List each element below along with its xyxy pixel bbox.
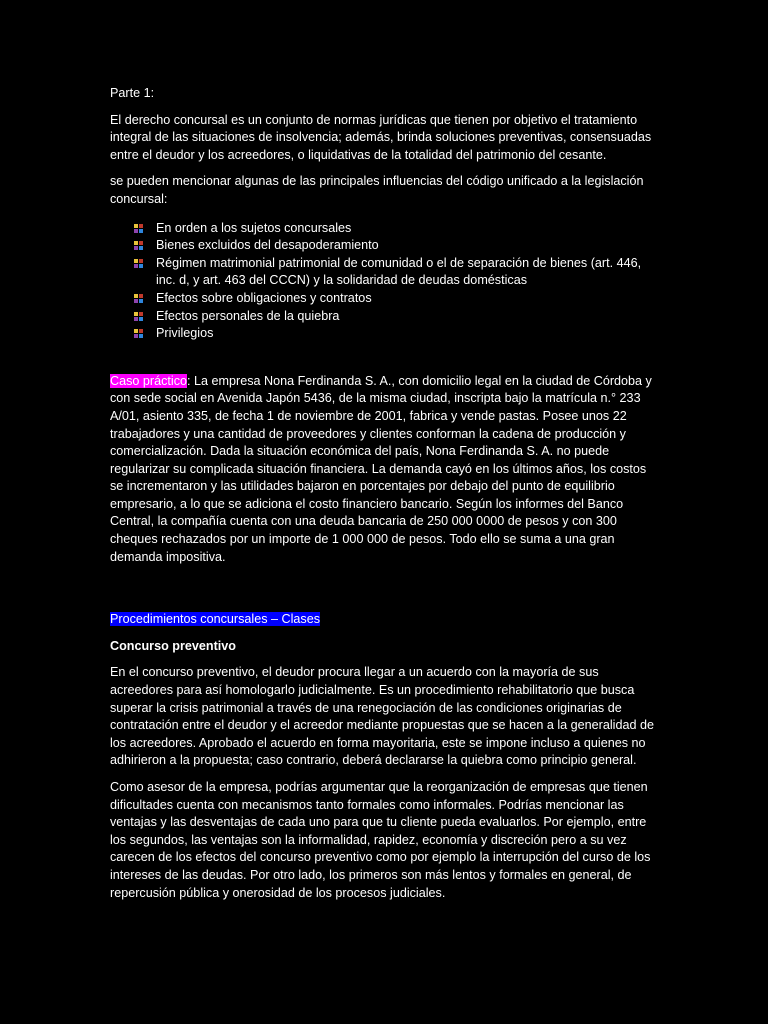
intro-paragraph: El derecho concursal es un conjunto de normas jurídicas que tienen por objetivo el tratamiento integral de las situaciones de insolvencia; además, brinda soluciones preventivas, consensuadas entre el deudor y los acreedores, o liquidativas de la totalidad del patrimonio del cesante. [110,112,652,162]
procedures-subtitle: Concurso preventivo [110,638,236,653]
bullet-icon [134,312,144,322]
document-page [110,85,662,911]
list-item-text: Privilegios [156,326,214,341]
list-item [110,290,662,308]
spacer [110,575,662,611]
list-item [110,308,662,326]
procedures-paragraph-1: En el concurso preventivo, el deudor procura llegar a un acuerdo con la mayoría de sus acreedores para así homologarlo judicialmente. Es un procedimiento rehabilitatorio que busca superar la crisis patrimonial a través de una renegociación de las condiciones originarias de contratación entre el deudor y el acreedor mediante propuestas que se hacen a la generalidad de los acreedores. Aprobado el acuerdo en forma mayoritaria, este se impone incluso a quienes no adhirieron a la propuesta; caso contrario, deberá declararse la quiebra como principio general. [110,665,654,768]
case-paragraph [110,373,662,567]
spacer [110,343,662,373]
list-item [110,325,662,343]
list-item-text: Régimen matrimonial patrimonial de comunidad o el de separación de bienes (art. 446, inc. d, y art. 463 del CCCN) y la solidaridad de deudas domésticas [156,255,642,288]
bullet-icon [134,224,144,234]
bullet-icon [134,241,144,251]
influences-lead-paragraph: se pueden mencionar algunas de las principales influencias del código unificado a la legislación concursal: [110,174,644,206]
list-item [110,255,662,290]
list-item [110,220,662,238]
procedures-highlight-title: Procedimientos concursales – Clases [110,612,320,627]
bullet-icon [134,329,144,339]
case-highlight-label: Caso práctico [110,373,187,388]
list-item-text: En orden a los sujetos concursales [156,220,352,235]
list-item-text: Bienes excluidos del desapoderamiento [156,238,379,253]
procedures-title [110,611,662,629]
list-item-text: Efectos personales de la quiebra [156,308,340,323]
influences-list [110,220,662,343]
procedures-paragraph-2: Como asesor de la empresa, podrías argumentar que la reorganización de empresas que tienen dificultades cuenta con mecanismos tanto formales como informales. Podrías mencionar las ventajas y las desventajas de cada uno para que tu cliente pueda evaluarlos. Por ejemplo, entre los segundos, las ventajas son la informalidad, rapidez, economía y discreción pero a su vez carecen de los efectos del concurso preventivo como por ejemplo la interrupción del curso de los intereses de las deudas. Por otro lado, los primeros son más lentos y formales en general, de repercusión pública y onerosidad de los procesos judiciales. [110,780,651,900]
bullet-icon [134,294,144,304]
section-heading: Parte 1: [110,86,155,100]
bullet-icon [134,259,144,269]
list-item-text: Efectos sobre obligaciones y contratos [156,290,372,305]
case-text: : La empresa Nona Ferdinanda S. A., con domicilio legal en la ciudad de Córdoba y con sede social en Avenida Japón 5436, de la misma ciudad, inscripta bajo la matrícula n.° 233 A/01, asiento 335, de fecha 1 de noviembre de 2001, fabrica y vende pastas. Posee unos 22 trabajadores y una cantidad de proveedores y clientes conforman la cadena de producción y comercialización. Dada la situación económica del país, Nona Ferdinanda S. A. no puede regularizar su complicada situación financiera. La demanda cayó en los últimos años, los costos se incrementaron y las utilidades bajaron en porcentajes por debajo del punto de equilibrio empresario, a lo que se adiciona el costo financiero bancario. Según los informes del Banco Central, la compañía cuenta con una deuda bancaria de 250 000 0000 de pesos y con 300 cheques rechazados por un importe de 1 000 000 de pesos. Todo ello se suma a una gran demanda impositiva. [110,373,652,564]
list-item [110,237,662,255]
